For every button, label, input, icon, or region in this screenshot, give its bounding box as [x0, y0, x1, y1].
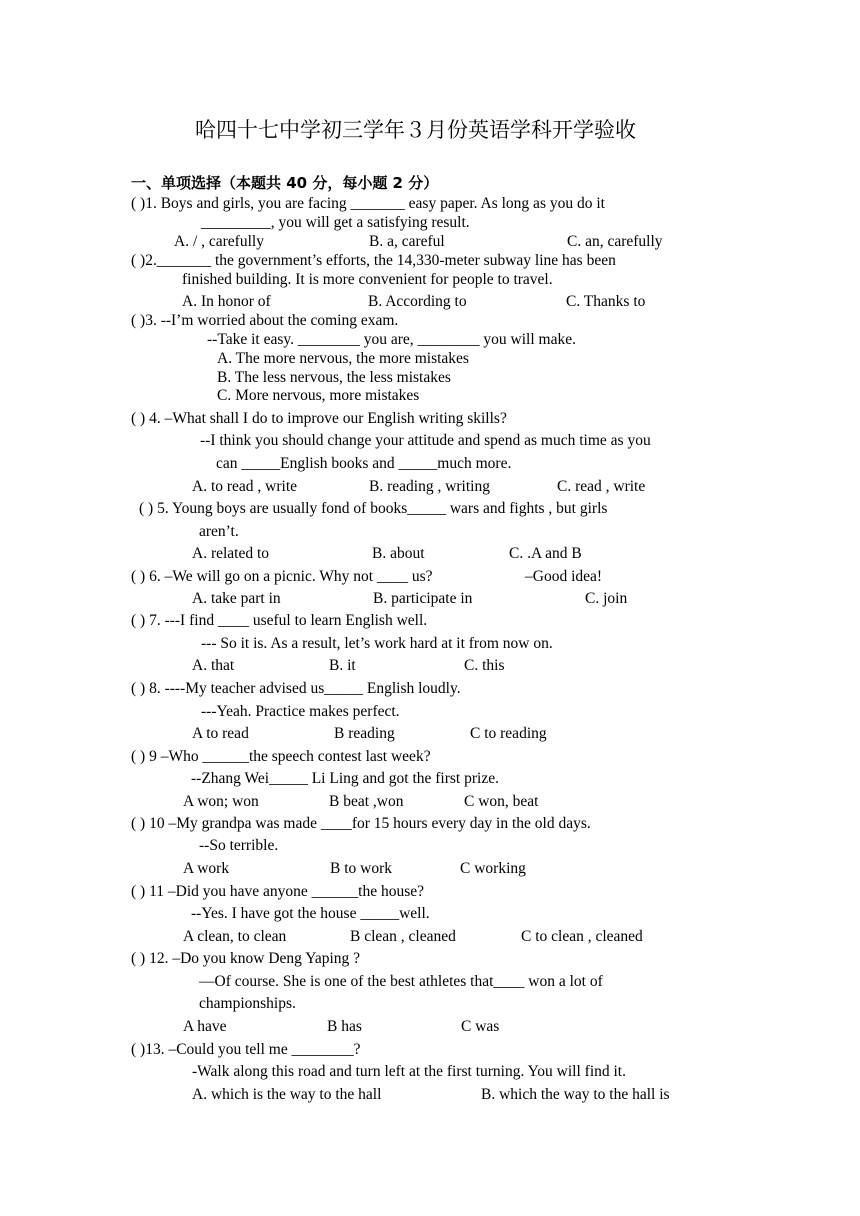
question-10-option-b: B to work [330, 860, 392, 877]
question-1-stem-cont: _________, you will get a satisfying result. [201, 214, 470, 231]
question-4-stem: ( ) 4. –What shall I do to improve our English writing skills? [131, 410, 507, 427]
question-10-option-a: A work [183, 860, 230, 877]
question-8-option-a: A to read [192, 725, 249, 742]
question-13-option-b: B. which the way to the hall is [481, 1086, 670, 1103]
question-8-stem: ( ) 8. ----My teacher advised us_____ English loudly. [131, 680, 461, 697]
question-4-option-a: A. to read , write [192, 478, 298, 495]
question-13-stem-cont: -Walk along this road and turn left at the first turning. You will find it. [192, 1063, 626, 1080]
question-4-stem-cont: --I think you should change your attitude and spend as much time as you [200, 432, 651, 449]
question-4-option-c: C. read , write [557, 478, 646, 495]
question-8-option-b: B reading [334, 725, 395, 742]
question-3-option-b: B. The less nervous, the less mistakes [217, 369, 451, 386]
question-11-option-b: B clean , cleaned [350, 928, 456, 945]
question-11-stem-cont: --Yes. I have got the house _____well. [191, 905, 430, 922]
question-2-option-b: B. According to [368, 293, 467, 310]
question-7-option-c: C. this [464, 657, 505, 674]
question-5-option-a: A. related to [192, 545, 270, 562]
question-13-option-a: A. which is the way to the hall [192, 1086, 382, 1103]
question-6-option-c: C. join [585, 590, 628, 607]
question-6-option-a: A. take part in [192, 590, 281, 607]
question-5-stem-cont: aren’t. [199, 523, 239, 540]
question-8-option-c: C to reading [470, 725, 547, 742]
section-heading: 一、单项选择（本题共 40 分，每小题 2 分） [131, 174, 439, 192]
question-10-stem-cont: --So terrible. [199, 837, 279, 854]
question-8-stem-cont: ---Yeah. Practice makes perfect. [201, 703, 400, 720]
question-1-option-b: B. a, careful [369, 233, 445, 250]
question-3-option-a: A. The more nervous, the more mistakes [217, 350, 469, 367]
question-2-option-c: C. Thanks to [566, 293, 646, 310]
question-11-stem: ( ) 11 –Did you have anyone ______the house? [131, 883, 424, 900]
question-9-option-a: A won; won [183, 793, 259, 810]
question-12-stem-cont2: championships. [199, 995, 296, 1012]
question-9-stem: ( ) 9 –Who ______the speech contest last week? [131, 748, 431, 765]
question-9-stem-cont: --Zhang Wei_____ Li Ling and got the first prize. [191, 770, 499, 787]
question-11-option-c: C to clean , cleaned [521, 928, 643, 945]
question-9-option-c: C won, beat [464, 793, 539, 810]
question-4-option-b: B. reading , writing [369, 478, 490, 495]
question-3-stem-cont: --Take it easy. ________ you are, ________ you will make. [207, 331, 576, 348]
question-4-stem-cont2: can _____English books and _____much more. [216, 455, 512, 472]
question-12-stem-cont: —Of course. She is one of the best athletes that____ won a lot of [199, 973, 603, 990]
question-12-option-a: A have [183, 1018, 227, 1035]
question-10-option-c: C working [460, 860, 526, 877]
question-1-option-a: A. / , carefully [174, 233, 264, 250]
question-7-stem: ( ) 7. ---I find ____ useful to learn English well. [131, 612, 428, 629]
question-13-stem: ( )13. –Could you tell me ________? [131, 1041, 361, 1058]
question-12-stem: ( ) 12. –Do you know Deng Yaping ? [131, 950, 361, 967]
question-5-option-b: B. about [372, 545, 425, 562]
question-5-option-c: C. .A and B [509, 545, 582, 562]
question-12-option-b: B has [327, 1018, 362, 1035]
question-12-option-c: C was [461, 1018, 500, 1035]
question-7-option-b: B. it [329, 657, 356, 674]
question-9-option-b: B beat ,won [329, 793, 404, 810]
question-6-option-b: B. participate in [373, 590, 473, 607]
question-10-stem: ( ) 10 –My grandpa was made ____for 15 hours every day in the old days. [131, 815, 591, 832]
question-6-stem: ( ) 6. –We will go on a picnic. Why not ____ us? [131, 568, 433, 585]
question-2-stem: ( )2._______ the government’s efforts, the 14,330-meter subway line has been [131, 252, 616, 269]
question-1-stem: ( )1. Boys and girls, you are facing _______ easy paper. As long as you do it [131, 195, 605, 212]
question-3-option-c: C. More nervous, more mistakes [217, 387, 420, 404]
page-title: 哈四十七中学初三学年３月份英语学科开学验收 [195, 118, 636, 142]
question-2-stem-cont: finished building. It is more convenient for people to travel. [182, 271, 553, 288]
question-5-stem: ( ) 5. Young boys are usually fond of books_____ wars and fights , but girls [139, 500, 608, 517]
question-1-option-c: C. an, carefully [567, 233, 663, 250]
question-7-stem-cont: --- So it is. As a result, let’s work hard at it from now on. [201, 635, 553, 652]
question-11-option-a: A clean, to clean [183, 928, 287, 945]
question-6-reply: –Good idea! [525, 568, 603, 585]
question-7-option-a: A. that [192, 657, 235, 674]
question-2-option-a: A. In honor of [182, 293, 271, 310]
question-3-stem: ( )3. --I’m worried about the coming exam. [131, 312, 399, 329]
